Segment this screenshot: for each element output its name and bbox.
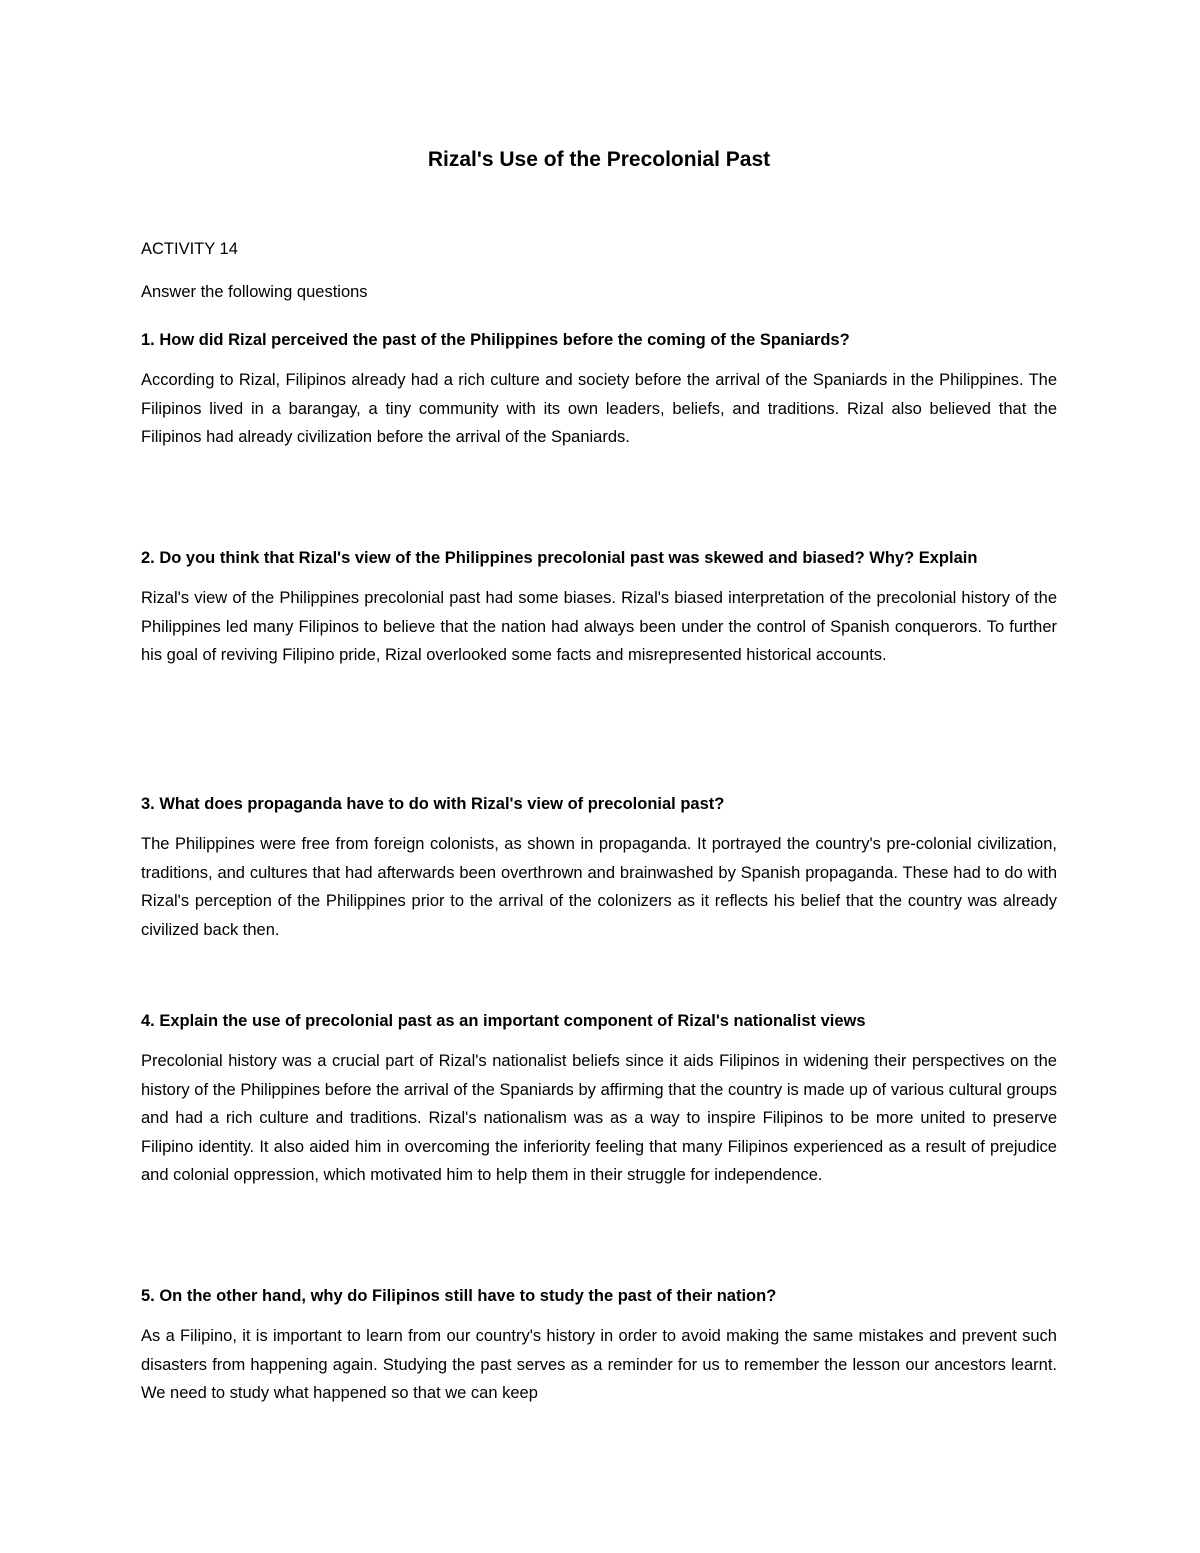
- question-block-3: [141, 790, 1057, 944]
- question-block-5: [141, 1282, 1057, 1408]
- answer-3: The Philippines were free from foreign colonists, as shown in propaganda. It portrayed the country's pre-colonial civilization, traditions, and cultures that had afterwards been overthrown and brainwashed by Spanish propaganda. These had to do with Rizal's perception of the Philippines prior to the arrival of the colonizers as it reflects his belief that the country was already civilized back then.: [141, 835, 1057, 939]
- question-4: 4. Explain the use of precolonial past as an important component of Rizal's nationalist views: [141, 1012, 866, 1030]
- question-1: 1. How did Rizal perceived the past of the Philippines before the coming of the Spaniards?: [141, 331, 850, 349]
- answer-4: Precolonial history was a crucial part of Rizal's nationalist beliefs since it aids Filipinos in widening their perspectives on the history of the Philippines before the arrival of the Spaniards by affirming that the country is made up of various cultural groups and had a rich culture and traditions. Rizal's nationalism was as a way to inspire Filipinos to be more united to preserve Filipino identity. It also aided him in overcoming the inferiority feeling that many Filipinos experienced as a result of prejudice and colonial oppression, which motivated him to help them in their struggle for independence.: [141, 1052, 1057, 1184]
- answer-2: Rizal's view of the Philippines precolonial past had some biases. Rizal's biased interpretation of the precolonial history of the Philippines led many Filipinos to believe that the nation had always been under the control of Spanish conquerors. To further his goal of reviving Filipino pride, Rizal overlooked some facts and misrepresented historical accounts.: [141, 589, 1057, 664]
- question-3: 3. What does propaganda have to do with Rizal's view of precolonial past?: [141, 795, 725, 813]
- question-2: 2. Do you think that Rizal's view of the Philippines precolonial past was skewed and biased? Why? Explain: [141, 549, 978, 567]
- activity-label: ACTIVITY 14: [141, 240, 238, 258]
- answer-1: According to Rizal, Filipinos already had a rich culture and society before the arrival of the Spaniards in the Philippines. The Filipinos lived in a barangay, a tiny community with its own leaders, beliefs, and traditions. Rizal also believed that the Filipinos had already civilization before the arrival of the Spaniards.: [141, 371, 1057, 446]
- question-block-4: [141, 1007, 1057, 1190]
- document-content: [141, 140, 1057, 1402]
- answer-5: As a Filipino, it is important to learn from our country's history in order to avoid making the same mistakes and prevent such disasters from happening again. Studying the past serves as a reminder for us to remember the lesson our ancestors learnt. We need to study what happened so that we can keep: [141, 1327, 1057, 1402]
- document-title: Rizal's Use of the Precolonial Past: [427, 148, 771, 171]
- instructions-text: Answer the following questions: [141, 283, 368, 301]
- question-5: 5. On the other hand, why do Filipinos still have to study the past of their nation?: [141, 1287, 777, 1305]
- question-block-1: [141, 326, 1057, 452]
- question-block-2: [141, 544, 1057, 670]
